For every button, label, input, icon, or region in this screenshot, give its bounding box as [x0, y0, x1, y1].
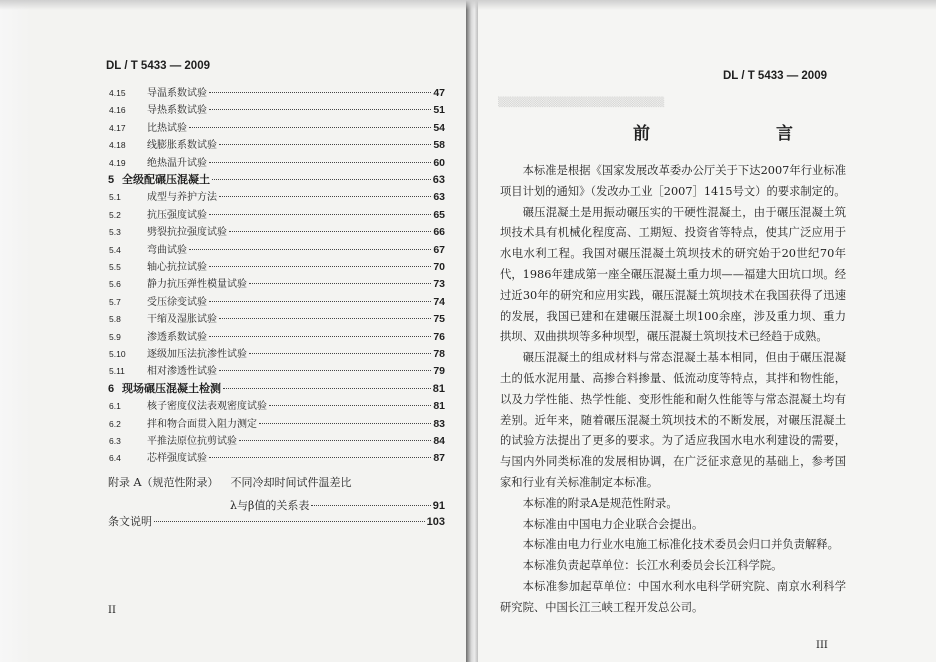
toc-entry-title: 渗透系数试验	[147, 332, 207, 343]
toc-entry-title: 拌和物合面贯入阻力测定	[147, 419, 257, 430]
toc-entry-page: 67	[433, 244, 445, 256]
leader-dots	[219, 144, 431, 145]
toc-entry-title: 相对渗透性试验	[147, 366, 217, 377]
toc-entry-page: 60	[433, 157, 445, 169]
toc-entry-page: 65	[433, 209, 445, 221]
toc-entry-number: 4.19	[109, 158, 126, 168]
toc-entry-title: 抗压强度试验	[147, 210, 207, 221]
preface-title	[633, 119, 793, 144]
toc-entry-number: 4.16	[109, 105, 126, 115]
toc-entry-number: 5.5	[109, 262, 121, 272]
preface-paragraph: 碾压混凝土是用振动碾压实的干硬性混凝土，由于碾压混凝土筑坝技术具有机械化程度高、工期短、投资省等特点，使其广泛应用于水电水利工程。我国对碾压混凝土筑坝技术的研究始于20世纪70年代，1986年建成第一座全碾压混凝土重力坝——福建大田坑口坝。经过近30年的研究和应用实践，碾压混凝土筑坝技术在我国获得了迅速的发展，我国已建和在建碾压混凝土坝100余座，涉及重力坝、重力拱坝、双曲拱坝等多种坝型，碾压混凝土筑坝技术已经趋于成熟。	[500, 205, 846, 344]
toc-entry[interactable]	[109, 275, 445, 290]
toc-entry-number: 5.4	[109, 245, 121, 255]
toc-entry-page: 73	[433, 278, 445, 290]
left-page-header: DL / T 5433 — 2009	[106, 60, 210, 72]
leader-dots	[209, 336, 431, 337]
toc-entry-number: 5.2	[109, 210, 121, 220]
toc-entry-title: 导热系数试验	[147, 105, 207, 116]
toc-entry-page: 75	[433, 313, 445, 325]
leader-dots	[154, 521, 425, 522]
toc-entry-number: 5.10	[109, 349, 126, 359]
toc-entry-title: 比热试验	[147, 123, 187, 134]
left-page	[0, 0, 466, 662]
toc-entry-page: 79	[433, 365, 445, 377]
preface-paragraph: 本标准由电力行业水电施工标准化技术委员会归口并负责解释。	[522, 538, 839, 552]
leader-dots	[229, 231, 431, 232]
left-page-number: II	[108, 605, 116, 616]
toc-entry-title: 绝热温升试验	[147, 158, 207, 169]
leader-dots	[209, 301, 431, 302]
toc-entry-number: 4.18	[109, 140, 126, 150]
appendix-label: 附录 A（规范性附录）	[108, 476, 219, 489]
leader-dots	[209, 92, 431, 93]
preface-paragraph: 本标准是根据《国家发展改革委办公厅关于下达2007年行业标准项目计划的通知》（发改办工业［2007］1415号文）的要求制定的。	[500, 164, 846, 198]
toc-entry-title: 核子密度仪法表观密度试验	[147, 401, 267, 412]
toc-entry-page: 76	[433, 331, 445, 343]
right-page-number: III	[816, 640, 828, 651]
toc-entry-title: 逐级加压法抗渗性试验	[147, 349, 247, 360]
toc-entry-number: 5.3	[109, 227, 121, 237]
preface-paragraph: 碾压混凝土的组成材料与常态混凝土基本相同，但由于碾压混凝土的低水泥用量、高掺合料掺量、低流动度等特点，其拌和物性能，以及力学性能、热学性能、变形性能和耐久性能等与常态混凝土均有差别。近年来，随着碾压混凝土筑坝技术的不断发展，对碾压混凝土的试验方法提出了更多的要求。为了适应我国水电水利建设的需要，与国内外同类标准的发展相协调，在广泛征求意见的基础上，参考国家和行业有关标准制定本标准。	[500, 351, 846, 489]
toc-entry[interactable]	[109, 362, 445, 377]
toc-entry[interactable]	[109, 136, 445, 151]
leader-dots	[189, 127, 431, 128]
preface-paragraph: 本标准的附录A是规范性附录。	[522, 496, 678, 510]
toc-entry-number: 5.8	[109, 314, 121, 324]
toc-explanation[interactable]	[108, 513, 445, 529]
toc-entry-number: 6	[108, 383, 115, 395]
toc-entry-title: 平推法原位抗剪试验	[147, 436, 237, 447]
toc-entry-number: 5.6	[109, 279, 121, 289]
toc-entry-page: 47	[433, 87, 445, 99]
toc-entry-number: 5.7	[109, 297, 121, 307]
leader-dots	[219, 370, 431, 371]
right-page	[478, 0, 936, 662]
toc-entry-number: 5.11	[109, 366, 125, 376]
toc-entry-title: 线膨胀系数试验	[147, 140, 217, 151]
toc-entry[interactable]	[109, 449, 445, 464]
toc-entry-number: 5	[108, 174, 115, 186]
toc-entry-page: 54	[433, 122, 445, 134]
leader-dots	[259, 423, 431, 424]
toc-entry-title: 静力抗压弹性模量试验	[147, 279, 247, 290]
toc-entry[interactable]	[109, 432, 445, 447]
toc-entry-title: 导温系数试验	[147, 88, 207, 99]
explanation-page: 103	[426, 516, 445, 528]
leader-dots	[223, 388, 431, 389]
toc-entry-title: 成型与养护方法	[147, 192, 217, 203]
toc-entry[interactable]	[109, 154, 445, 169]
leader-dots	[249, 283, 431, 284]
toc-entry-page: 81	[432, 383, 445, 395]
toc-entry-page: 58	[433, 139, 445, 151]
toc-entry-number: 4.17	[109, 123, 126, 133]
toc-entry-page: 63	[433, 191, 445, 203]
toc-entry[interactable]	[109, 101, 445, 116]
toc-entry-number: 6.2	[109, 419, 121, 429]
toc-entry[interactable]	[109, 119, 445, 134]
leader-dots	[189, 249, 431, 250]
appendix-title-line2: λ与β值的关系表	[230, 499, 310, 512]
leader-dots	[219, 196, 431, 197]
toc-entry-title: 受压徐变试验	[147, 297, 207, 308]
toc-entry-number: 5.9	[109, 332, 121, 342]
toc-entry-title: 全级配碾压混凝土	[122, 173, 210, 186]
right-page-header: DL / T 5433 — 2009	[723, 70, 827, 82]
toc-entry[interactable]	[109, 293, 445, 308]
title-char-2: 言	[776, 124, 793, 144]
toc-entry[interactable]	[108, 380, 445, 396]
leader-dots	[209, 109, 431, 110]
toc-entry-title: 干缩及湿胀试验	[147, 314, 217, 325]
toc-entry-title: 劈裂抗拉强度试验	[147, 227, 227, 238]
toc-entry[interactable]	[109, 310, 445, 325]
page-edge-shadow	[0, 0, 30, 662]
preface-paragraph: 本标准负责起草单位：长江水利委员会长江科学院。	[522, 559, 783, 573]
leader-dots	[209, 214, 431, 215]
toc-appendix[interactable]	[108, 474, 445, 490]
toc-entry-page: 70	[433, 261, 445, 273]
toc-entry[interactable]	[109, 206, 445, 221]
toc-appendix-line2[interactable]	[230, 497, 445, 513]
appendix-title-line1: 不同冷却时间试件温差比	[230, 476, 352, 489]
explanation-title: 条文说明	[108, 515, 152, 528]
toc-entry-page: 87	[433, 452, 445, 464]
toc-entry[interactable]	[109, 328, 445, 343]
toc-entry-page: 63	[432, 174, 445, 186]
leader-dots	[209, 162, 431, 163]
preface-paragraph: 本标准由中国电力企业联合会提出。	[522, 517, 704, 531]
leader-dots	[209, 266, 431, 267]
preface-body	[500, 161, 846, 619]
toc-entry-number: 4.15	[109, 88, 126, 98]
toc-entry-title: 现场碾压混凝土检测	[122, 382, 221, 395]
leader-dots	[249, 353, 431, 354]
toc-entry-page: 81	[433, 400, 445, 412]
toc-entry-page: 83	[433, 418, 445, 430]
toc-entry-title: 弯曲试验	[147, 245, 187, 256]
toc-entry[interactable]	[109, 415, 445, 430]
toc-entry-title: 芯样强度试验	[147, 453, 207, 464]
toc-entry[interactable]	[109, 241, 445, 256]
appendix-page: 91	[432, 500, 445, 512]
toc-entry[interactable]	[109, 188, 445, 203]
leader-dots	[269, 405, 431, 406]
toc-entry-page: 84	[433, 435, 445, 447]
toc-entry-page: 74	[433, 296, 445, 308]
toc-entry[interactable]	[108, 171, 445, 187]
leader-dots	[209, 457, 431, 458]
book-gutter	[466, 0, 478, 662]
toc-entry-number: 6.4	[109, 453, 121, 463]
leader-dots	[219, 318, 431, 319]
toc-entry[interactable]	[109, 258, 445, 273]
toc-entry[interactable]	[109, 84, 445, 99]
toc-entry-page: 66	[433, 226, 445, 238]
leader-dots	[311, 505, 430, 506]
bleed-through-text: ▒▒▒▒▒▒▒▒▒▒▒▒▒▒▒▒▒▒▒▒▒▒▒▒	[498, 98, 665, 108]
leader-dots	[212, 179, 431, 180]
toc-entry-number: 6.1	[109, 401, 121, 411]
leader-dots	[239, 440, 431, 441]
toc-entry-page: 51	[433, 104, 445, 116]
toc-entry-number: 5.1	[109, 192, 121, 202]
toc-entry[interactable]	[109, 397, 445, 412]
toc-entry[interactable]	[109, 223, 445, 238]
scan-top-shadow	[0, 0, 936, 10]
title-char-1: 前	[633, 124, 650, 144]
preface-paragraph: 本标准参加起草单位：中国水利水电科学研究院、南京水利科学研究院、中国长江三峡工程开发总公司。	[500, 579, 846, 614]
toc-entry-page: 78	[433, 348, 445, 360]
toc-entry-number: 6.3	[109, 436, 121, 446]
toc-entry[interactable]	[109, 345, 445, 360]
toc-entry-title: 轴心抗拉试验	[147, 262, 207, 273]
